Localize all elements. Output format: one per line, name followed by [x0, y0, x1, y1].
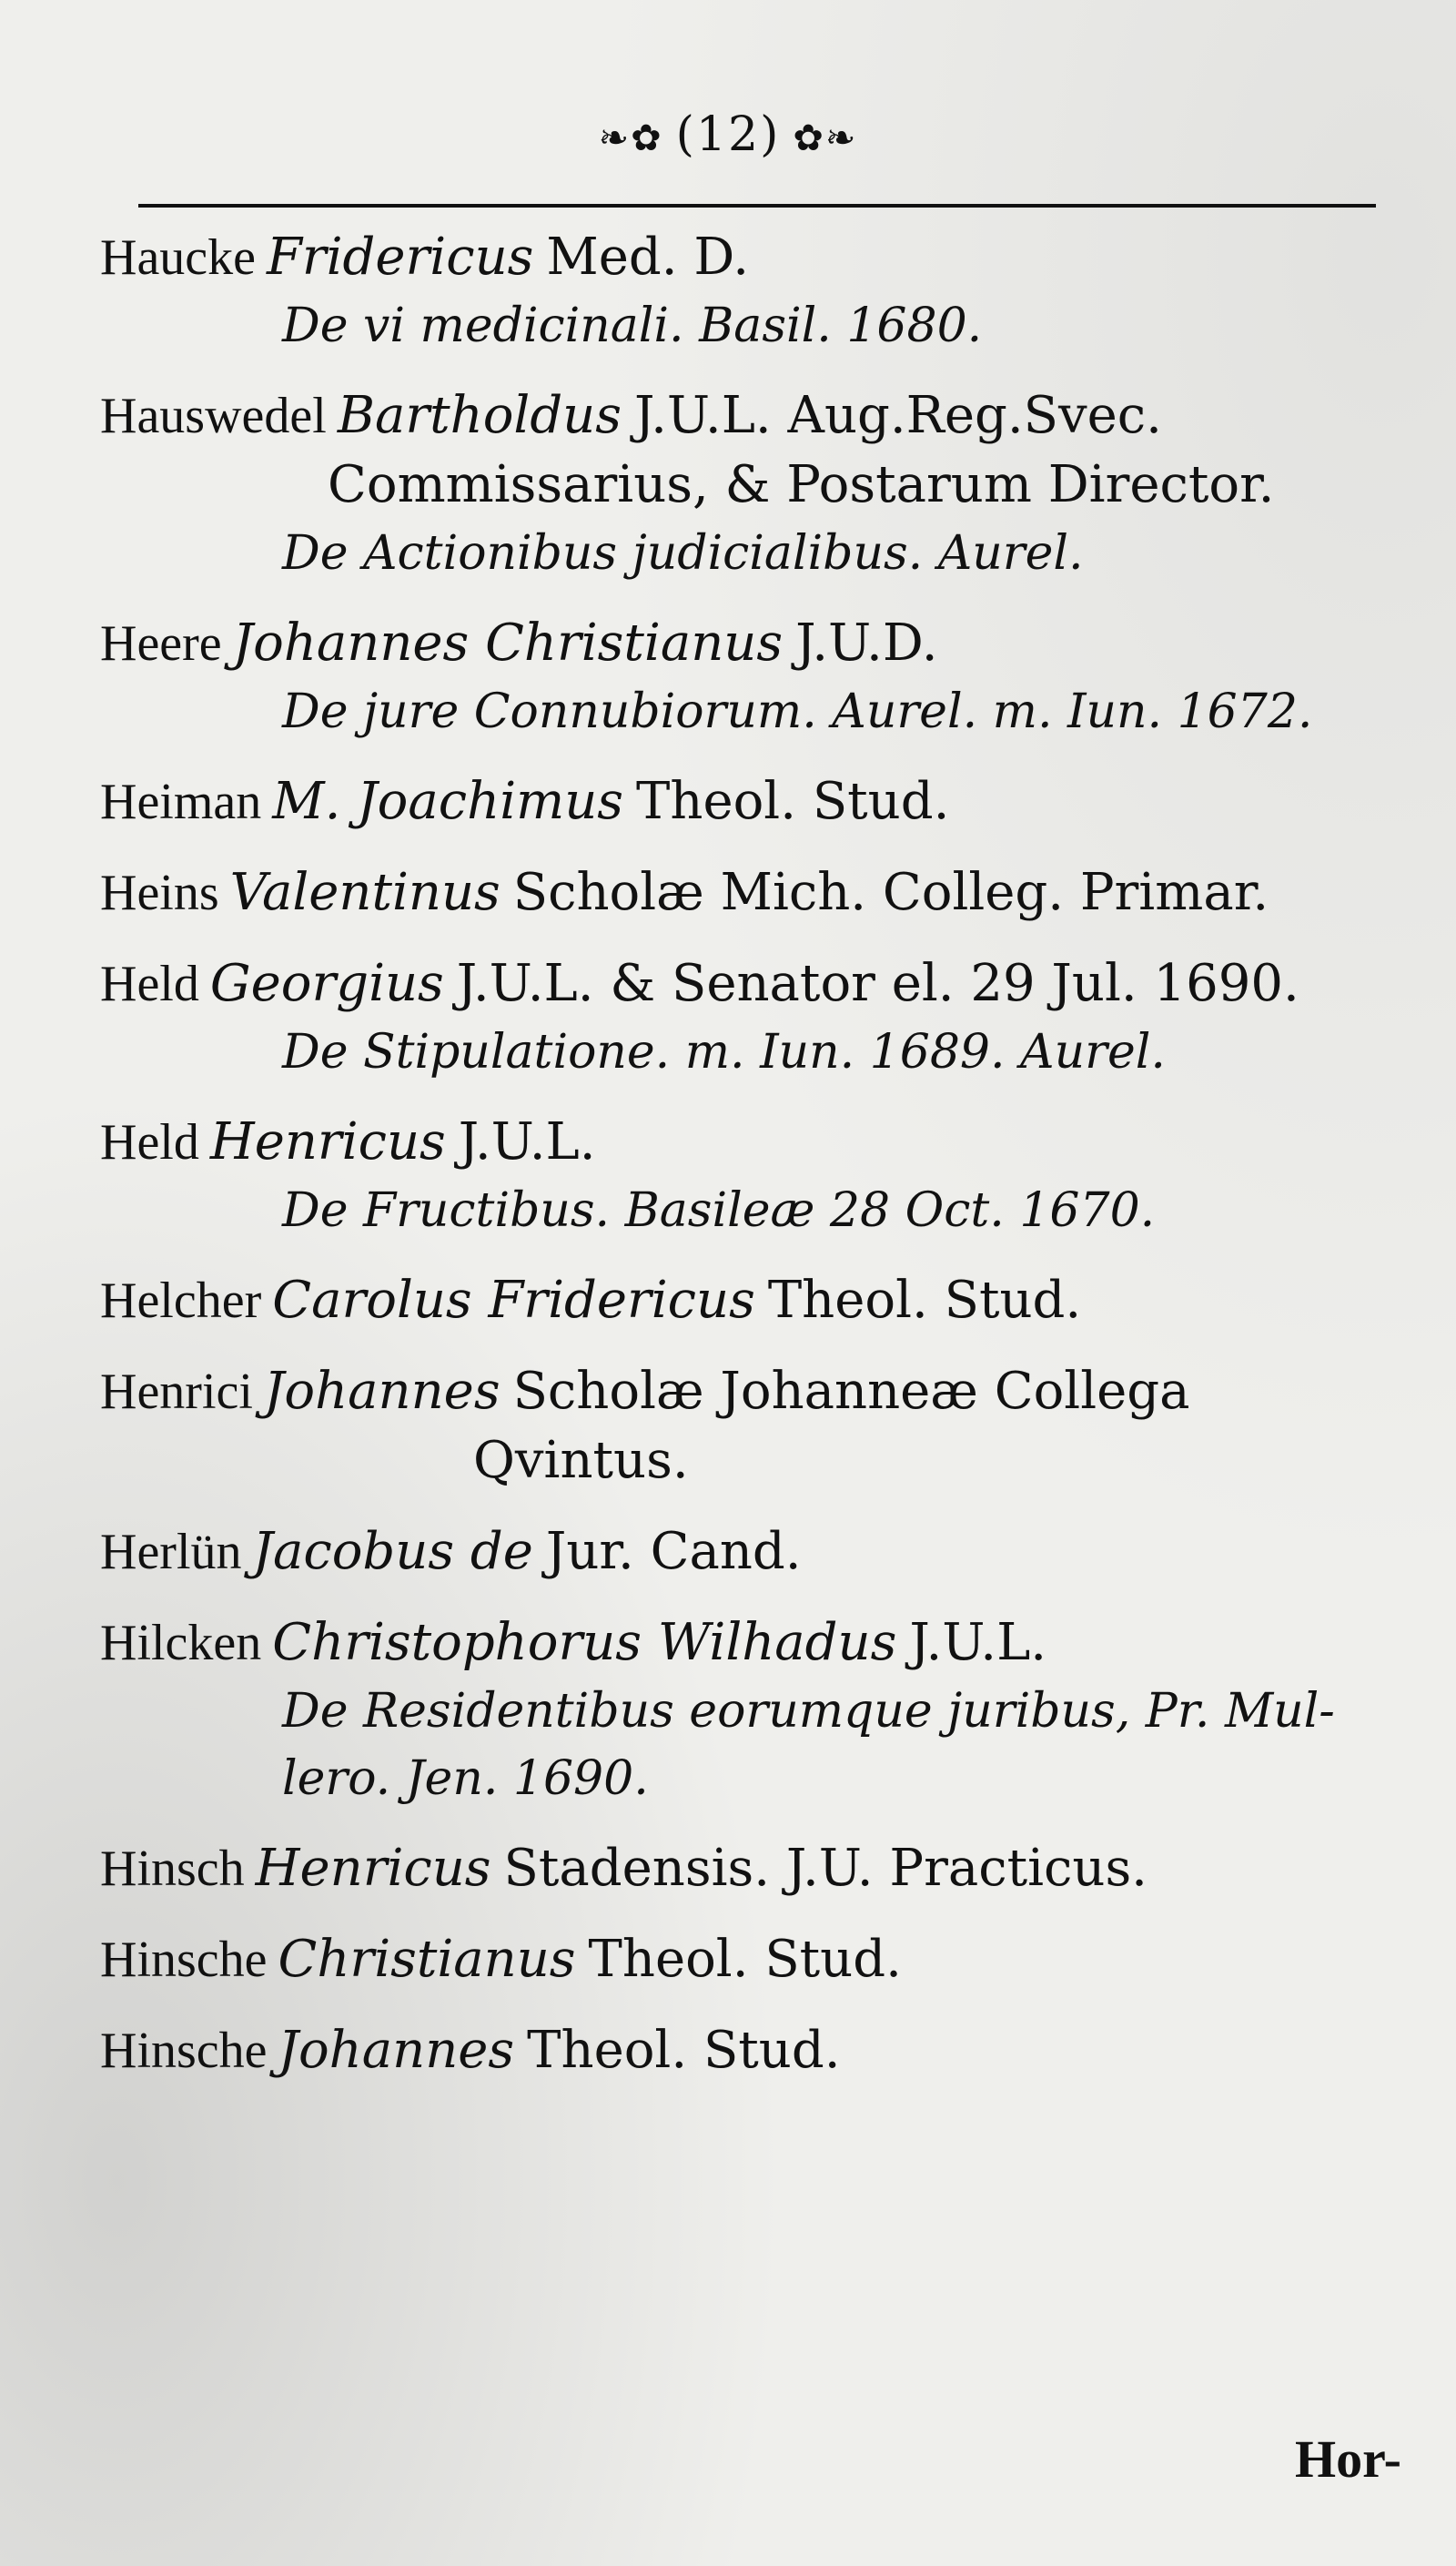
entry-title: Stadensis. J.U. Practicus. [503, 1839, 1148, 1898]
entry-surname: Herlün [100, 1524, 242, 1580]
entry-line [100, 1834, 1401, 1903]
list-item [100, 1108, 1401, 1244]
entry-title: J.U.L. & Senator el. 29 Jul. 1690. [456, 954, 1299, 1013]
entry-title: J.U.D. [795, 614, 938, 673]
entry-dissertation: De vi medicinali. Basil. 1680. [282, 299, 983, 353]
entry-dissertation: De Actionibus judicialibus. Aurel. [282, 526, 1084, 581]
list-item [100, 223, 1401, 360]
entry-line [100, 1925, 1401, 1994]
ornament-left-icon: ❧✿ [598, 117, 663, 159]
entry-line [100, 2016, 1401, 2085]
entry-line [100, 609, 1401, 678]
list-item [100, 949, 1401, 1086]
entry-line [100, 1108, 1401, 1177]
entry-given-name: Fridericus [267, 228, 534, 287]
entry-title: Scholæ Mich. Colleg. Primar. [512, 863, 1269, 922]
ornament-right-icon: ✿❧ [793, 117, 858, 159]
entry-surname: Hinsche [100, 1932, 268, 1988]
entry-dissertation: De Residentibus eorumque juribus, Pr. Mul- [282, 1684, 1335, 1739]
list-item [100, 1834, 1401, 1903]
list-item [100, 1925, 1401, 1994]
entry-given-name: Christophorus Wilhadus [272, 1613, 897, 1672]
entry-given-name: Georgius [209, 954, 444, 1013]
entry-given-name: Christianus [278, 1930, 576, 1989]
entry-surname: Haucke [100, 229, 257, 286]
list-item [100, 381, 1401, 587]
entry-given-name: M. Joachimus [272, 772, 624, 831]
entry-title: Theol. Stud. [767, 1271, 1082, 1330]
entry-line [100, 1608, 1401, 1678]
entry-title: J.U.L. [909, 1613, 1047, 1672]
entry-list [100, 223, 1401, 2107]
entry-surname: Henrici [100, 1364, 253, 1420]
entry-dissertation: De Fructibus. Basileæ 28 Oct. 1670. [282, 1183, 1156, 1238]
entry-line [100, 858, 1401, 928]
list-item [100, 1266, 1401, 1335]
entry-surname: Held [100, 1114, 199, 1171]
entry-surname: Held [100, 956, 199, 1012]
list-item [100, 858, 1401, 928]
list-item [100, 1608, 1401, 1812]
entry-surname: Hilcken [100, 1615, 262, 1671]
list-item [100, 609, 1401, 745]
list-item [100, 1357, 1401, 1496]
list-item [100, 767, 1401, 837]
entry-dissertation-continuation: lero. Jen. 1690. [282, 1751, 649, 1806]
entry-dissertation: De Stipulatione. m. Iun. 1689. Aurel. [282, 1025, 1166, 1080]
entry-line [100, 1357, 1401, 1426]
entry-surname: Heere [100, 615, 222, 672]
entry-given-name: Johannes [263, 1362, 500, 1421]
entry-surname: Hinsche [100, 2023, 268, 2079]
entry-continuation: Commissarius, & Postarum Director. [328, 455, 1275, 514]
entry-surname: Hauswedel [100, 388, 327, 444]
entry-title: Theol. Stud. [527, 2021, 841, 2080]
header-rule [138, 204, 1376, 208]
entry-title: Med. D. [546, 228, 750, 287]
entry-given-name: Henricus [209, 1112, 446, 1171]
entry-surname: Heiman [100, 774, 262, 830]
entry-line [100, 767, 1401, 837]
entry-given-name: Bartholdus [337, 386, 622, 445]
entry-given-name: Carolus Fridericus [272, 1271, 755, 1330]
entry-line [100, 381, 1401, 451]
entry-line [100, 1517, 1401, 1587]
entry-surname: Hinsch [100, 1841, 245, 1897]
entry-title: J.U.L. [458, 1112, 596, 1171]
page-number: (12) [675, 107, 781, 162]
entry-title: J.U.L. Aug.Reg.Svec. [633, 386, 1162, 445]
entry-line [100, 223, 1401, 292]
catchword: Hor- [1294, 2429, 1401, 2489]
entry-dissertation: De jure Connubiorum. Aurel. m. Iun. 1672. [282, 685, 1313, 739]
entry-surname: Heins [100, 865, 219, 921]
page-header [0, 107, 1456, 162]
entry-title: Theol. Stud. [588, 1930, 902, 1989]
entry-line [100, 1266, 1401, 1335]
entry-line [100, 949, 1401, 1019]
entry-title: Jur. Cand. [545, 1522, 802, 1581]
entry-given-name: Henricus [255, 1839, 491, 1898]
entry-title: Scholæ Johanneæ Collega [512, 1362, 1190, 1421]
list-item [100, 2016, 1401, 2085]
entry-given-name: Johannes [278, 2021, 515, 2080]
entry-given-name: Valentinus [229, 863, 500, 922]
entry-continuation: Qvintus. [473, 1431, 689, 1490]
list-item [100, 1517, 1401, 1587]
entry-given-name: Johannes Christianus [232, 614, 784, 673]
entry-given-name: Jacobus de [252, 1522, 533, 1581]
entry-title: Theol. Stud. [636, 772, 950, 831]
entry-surname: Helcher [100, 1273, 262, 1329]
